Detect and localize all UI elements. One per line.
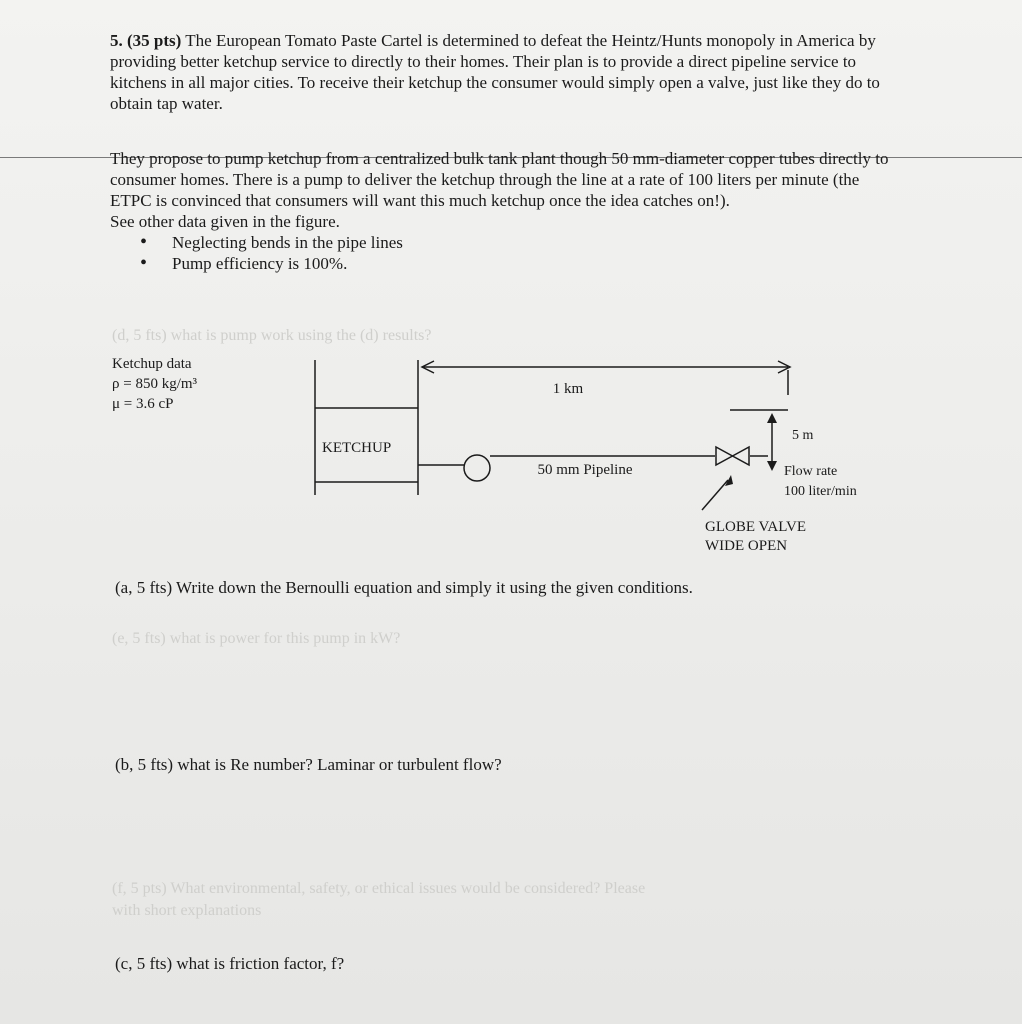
length-label: 1 km — [552, 381, 584, 397]
pump-icon — [464, 455, 490, 481]
valve-label: GLOBE VALVE — [705, 519, 806, 535]
problem-number: 5. — [110, 31, 123, 50]
tank-label: KETCHUP — [322, 440, 392, 456]
ketchup-data-title: Ketchup data — [112, 356, 192, 372]
flow-rate-value: 100 liter/min — [784, 484, 857, 499]
viscosity-value: μ = 3.6 cP — [112, 396, 174, 412]
assumption-item: • Pump efficiency is 100%. — [110, 253, 900, 274]
question-a: (a, 5 fts) Write down the Bernoulli equation and simply it using the given conditions. — [115, 578, 693, 597]
assumption-item: • Neglecting bends in the pipe lines — [110, 232, 900, 253]
faded-text: (d, 5 fts) what is pump work using the (d) results? — [112, 327, 432, 344]
problem-intro — [110, 30, 900, 114]
faded-text: with short explanations — [112, 902, 262, 919]
flow-rate-label: Flow rate — [784, 464, 838, 479]
ketchup-data-box — [112, 354, 197, 414]
globe-valve-icon — [716, 447, 749, 465]
question-b: (b, 5 fts) what is Re number? Laminar or turbulent flow? — [115, 755, 502, 774]
density-value: ρ = 850 kg/m³ — [112, 376, 198, 392]
valve-pointer-line — [702, 480, 728, 510]
question-c: (c, 5 fts) what is friction factor, f? — [115, 954, 345, 973]
intro-paragraph — [110, 30, 900, 114]
pipe-label: 50 mm Pipeline — [537, 462, 633, 478]
valve-state-label: WIDE OPEN — [705, 538, 788, 554]
intro-text: The European Tomato Paste Cartel is determined to defeat the Heintz/Hunts monopoly in America by providing better ketchup service to directly to their homes. Their plan is to provide a direct pipeline service to kitchens in all major cities. To receive their ketchup the consumer would simply open a valve, just like they do to obtain tap water. — [110, 31, 880, 113]
pipeline-diagram — [300, 355, 900, 560]
problem-points: (35 pts) — [127, 31, 182, 50]
height-arrow-down — [767, 461, 777, 471]
height-label: 5 m — [792, 428, 814, 443]
assumptions-list — [110, 232, 900, 274]
valve-pointer-arrow — [725, 475, 733, 486]
details-paragraph: They propose to pump ketchup from a centralized bulk tank plant though 50 mm-diameter copper tubes directly to consumer homes. There is a pump to deliver the ketchup through the line at a rate of 100 liters per minute (the ETPC is convinced that consumers will want this much ketchup once the idea catches on!). — [110, 149, 889, 210]
see-other-data: See other data given in the figure. — [110, 212, 340, 231]
faded-text: (f, 5 pts) What environmental, safety, or ethical issues would be considered? Please — [112, 880, 646, 897]
problem-details — [110, 148, 900, 274]
faded-text: (e, 5 fts) what is power for this pump in kW? — [112, 630, 401, 647]
height-arrow-up — [767, 413, 777, 423]
